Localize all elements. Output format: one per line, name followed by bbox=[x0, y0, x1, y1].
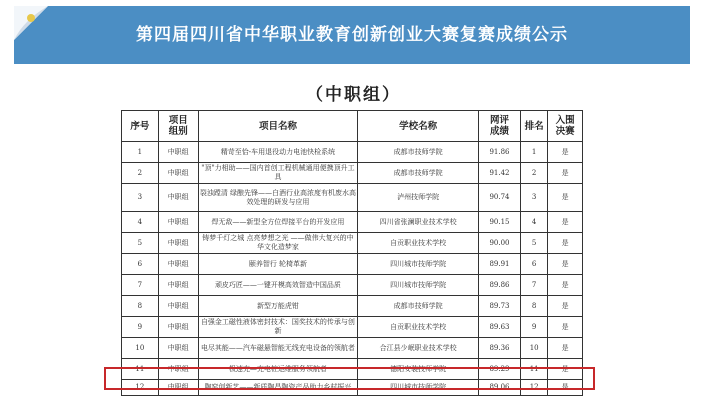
cell-score: 89.06 bbox=[479, 380, 521, 396]
cell-school: 成都市技师学院 bbox=[358, 163, 479, 184]
cell-rank: 12 bbox=[521, 380, 548, 396]
cell-project: 裂浊蹚清 绿酿先锋——白酒行业高浓度有机废水高效处理的研发与应用 bbox=[198, 184, 358, 212]
cell-group: 中职组 bbox=[158, 359, 198, 380]
cell-project: 颐养智行 轮椅革新 bbox=[198, 254, 358, 275]
cell-project: 极速充—充电桩运维服务领航者 bbox=[198, 359, 358, 380]
cell-score: 90.74 bbox=[479, 184, 521, 212]
header-group: 项目 组别 bbox=[158, 111, 198, 142]
cell-rank: 8 bbox=[521, 296, 548, 317]
cell-school: 成都市技师学院 bbox=[358, 142, 479, 163]
cell-rank: 11 bbox=[521, 359, 548, 380]
cell-seq: 2 bbox=[122, 163, 159, 184]
table-row bbox=[122, 254, 583, 275]
cell-rank: 10 bbox=[521, 338, 548, 359]
cell-final: 是 bbox=[548, 184, 583, 212]
page-title: 第四届四川省中华职业教育创新创业大赛复赛成绩公示 bbox=[136, 25, 568, 45]
cell-score: 89.91 bbox=[479, 254, 521, 275]
cell-group: 中职组 bbox=[158, 212, 198, 233]
cell-group: 中职组 bbox=[158, 254, 198, 275]
table-row bbox=[122, 275, 583, 296]
cell-group: 中职组 bbox=[158, 233, 198, 254]
cell-group: 中职组 bbox=[158, 296, 198, 317]
cell-school: 合江县少岷职业技术学校 bbox=[358, 338, 479, 359]
cell-project: 顽皮巧匠——一键开模高效智造中国品质 bbox=[198, 275, 358, 296]
cell-score: 91.86 bbox=[479, 142, 521, 163]
cell-group: 中职组 bbox=[158, 317, 198, 338]
cell-seq: 8 bbox=[122, 296, 159, 317]
cell-rank: 7 bbox=[521, 275, 548, 296]
cell-group: 中职组 bbox=[158, 338, 198, 359]
cell-score: 89.29 bbox=[479, 359, 521, 380]
cell-rank: 1 bbox=[521, 142, 548, 163]
table-row bbox=[122, 184, 583, 212]
cell-rank: 6 bbox=[521, 254, 548, 275]
cell-school: 德阳安装技师学院 bbox=[358, 359, 479, 380]
cell-seq: 10 bbox=[122, 338, 159, 359]
cell-project: 电尽其能——汽车磁悬智能无线充电设备的领航者 bbox=[198, 338, 358, 359]
table-row bbox=[122, 142, 583, 163]
cell-seq: 1 bbox=[122, 142, 159, 163]
cell-group: 中职组 bbox=[158, 184, 198, 212]
cell-seq: 3 bbox=[122, 184, 159, 212]
cell-rank: 5 bbox=[521, 233, 548, 254]
header-school: 学校名称 bbox=[358, 111, 479, 142]
cell-school: 泸州技师学院 bbox=[358, 184, 479, 212]
header-score: 网评 成绩 bbox=[479, 111, 521, 142]
cell-score: 90.15 bbox=[479, 212, 521, 233]
cell-project: 精苛至恰-车用退役动力电池快检系统 bbox=[198, 142, 358, 163]
cell-final: 是 bbox=[548, 296, 583, 317]
row-11-highlight-box bbox=[104, 367, 595, 390]
cell-group: 中职组 bbox=[158, 380, 198, 396]
header-final: 入围 决赛 bbox=[548, 111, 583, 142]
cell-seq: 6 bbox=[122, 254, 159, 275]
cell-score: 90.00 bbox=[479, 233, 521, 254]
cell-seq: 11 bbox=[122, 359, 159, 380]
cell-rank: 3 bbox=[521, 184, 548, 212]
cell-seq: 9 bbox=[122, 317, 159, 338]
cell-school: 自贡职业技术学校 bbox=[358, 233, 479, 254]
cell-score: 89.86 bbox=[479, 275, 521, 296]
cell-seq: 4 bbox=[122, 212, 159, 233]
cell-seq: 12 bbox=[122, 380, 159, 396]
cell-school: 成都市技师学院 bbox=[358, 296, 479, 317]
table-row bbox=[122, 163, 583, 184]
cell-project: 自强金工磁性液体密封技术：国奖技术的传承与创新 bbox=[198, 317, 358, 338]
cell-school: 四川城市技师学院 bbox=[358, 380, 479, 396]
cell-score: 89.73 bbox=[479, 296, 521, 317]
cell-project: 陶窑创新艺——新质陶昌陶瓷产品助力乡村振兴 bbox=[198, 380, 358, 396]
cell-final: 是 bbox=[548, 338, 583, 359]
cell-school: 四川城市技师学院 bbox=[358, 254, 479, 275]
header-rank: 排名 bbox=[521, 111, 548, 142]
cell-project: "顶"力相助——国内首创工程机械通用便携顶升工具 bbox=[198, 163, 358, 184]
cell-final: 是 bbox=[548, 359, 583, 380]
cell-score: 89.63 bbox=[479, 317, 521, 338]
scores-table bbox=[121, 110, 583, 396]
table-row bbox=[122, 212, 583, 233]
cell-final: 是 bbox=[548, 275, 583, 296]
cell-seq: 7 bbox=[122, 275, 159, 296]
table-header-row bbox=[122, 111, 583, 142]
table-row bbox=[122, 338, 583, 359]
cell-group: 中职组 bbox=[158, 275, 198, 296]
cell-project: 焊无敌——新型全方位焊接平台的开发应用 bbox=[198, 212, 358, 233]
cell-rank: 9 bbox=[521, 317, 548, 338]
table-row bbox=[122, 317, 583, 338]
group-label: （中职组） bbox=[306, 85, 401, 105]
table-row bbox=[122, 233, 583, 254]
cell-school: 四川省张澜职业技术学校 bbox=[358, 212, 479, 233]
title-banner bbox=[14, 6, 690, 64]
cell-group: 中职组 bbox=[158, 142, 198, 163]
cell-group: 中职组 bbox=[158, 163, 198, 184]
cell-final: 是 bbox=[548, 380, 583, 396]
cell-score: 89.36 bbox=[479, 338, 521, 359]
cell-rank: 2 bbox=[521, 163, 548, 184]
header-project: 项目名称 bbox=[198, 111, 358, 142]
cell-final: 是 bbox=[548, 142, 583, 163]
cell-final: 是 bbox=[548, 212, 583, 233]
header-seq: 序号 bbox=[122, 111, 159, 142]
cell-seq: 5 bbox=[122, 233, 159, 254]
cell-final: 是 bbox=[548, 233, 583, 254]
table-row bbox=[122, 296, 583, 317]
cell-final: 是 bbox=[548, 254, 583, 275]
table-body bbox=[122, 142, 583, 396]
cell-project: 新型万能虎钳 bbox=[198, 296, 358, 317]
cell-score: 91.42 bbox=[479, 163, 521, 184]
cell-final: 是 bbox=[548, 163, 583, 184]
cell-rank: 4 bbox=[521, 212, 548, 233]
cell-school: 四川城市技师学院 bbox=[358, 275, 479, 296]
cell-final: 是 bbox=[548, 317, 583, 338]
cell-school: 自贡职业技术学校 bbox=[358, 317, 479, 338]
cell-project: 铸梦千灯之城 点亮梦想之光 ——做伟大复兴的中华文化造梦家 bbox=[198, 233, 358, 254]
